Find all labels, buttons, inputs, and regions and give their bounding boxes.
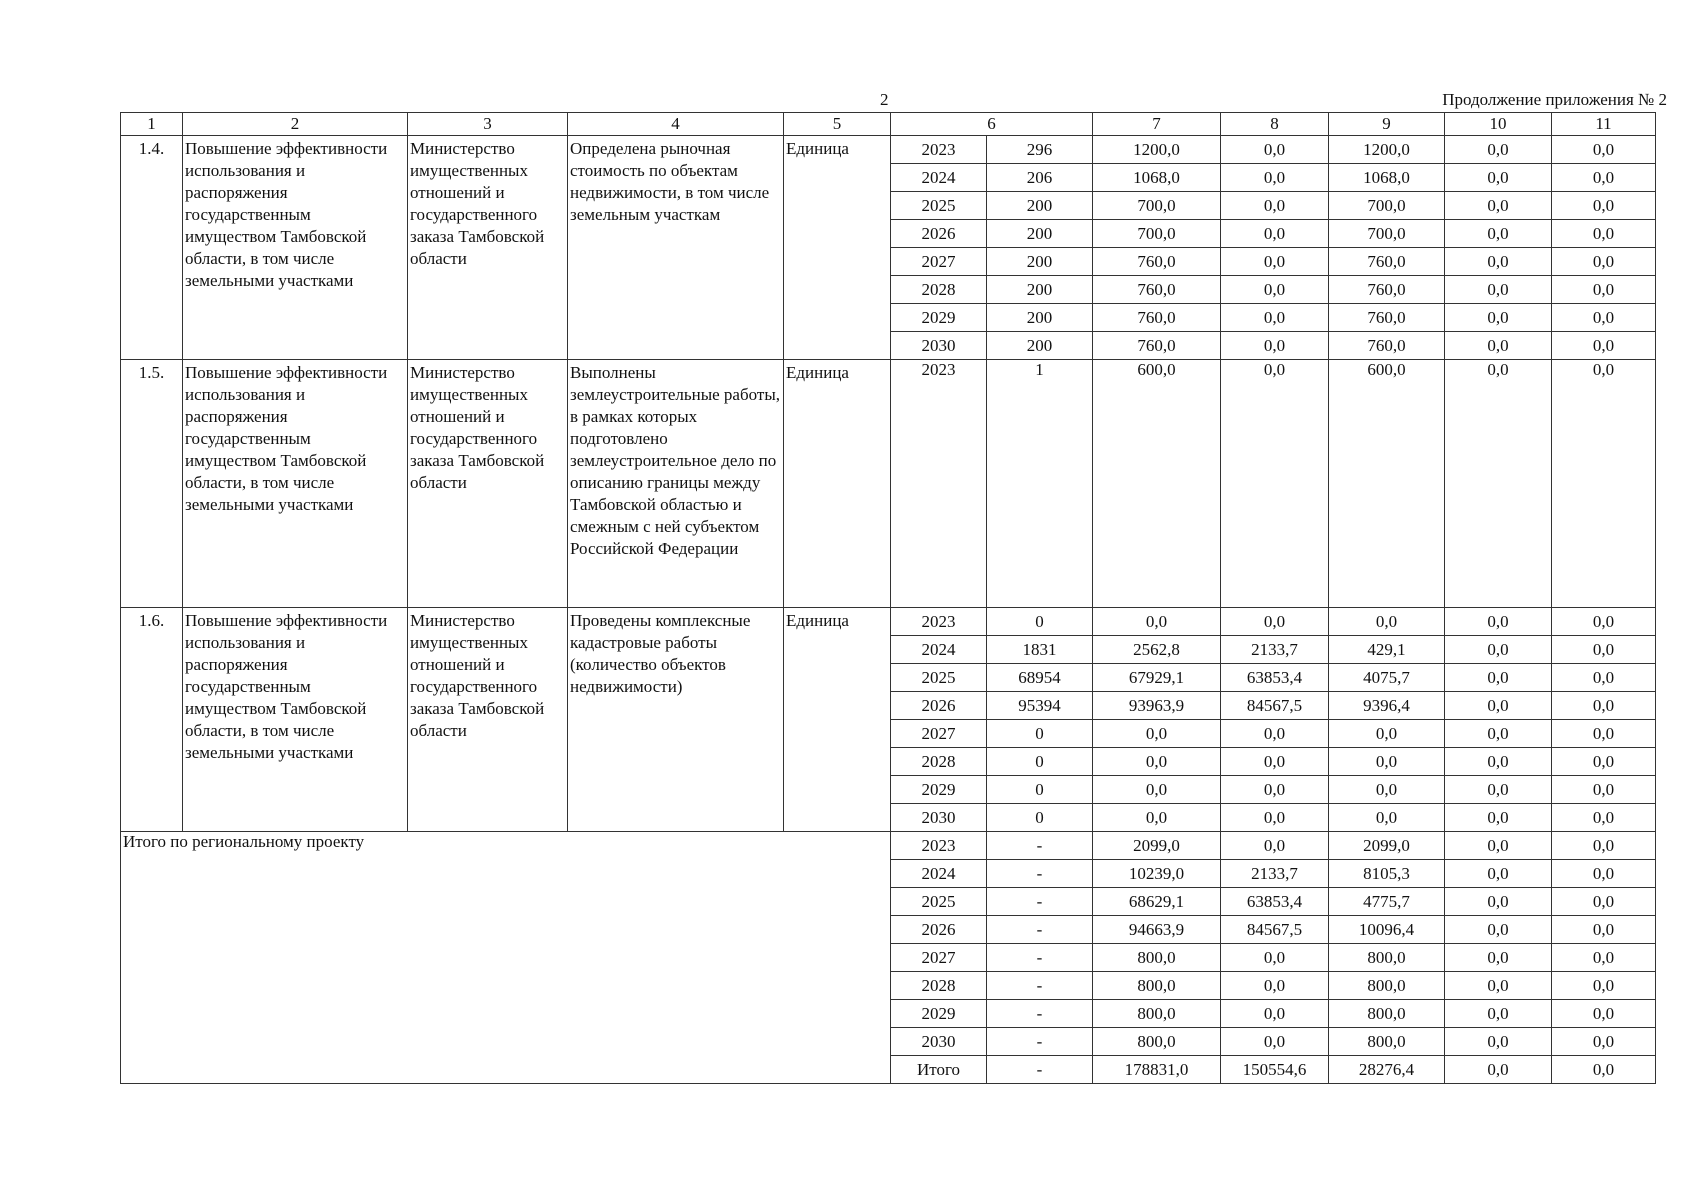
page-number: 2 <box>880 90 889 109</box>
other-sources-cell: 0,0 <box>1552 944 1656 972</box>
other-sources-cell: 0,0 <box>1552 220 1656 248</box>
regional-budget-cell: 4075,7 <box>1329 664 1445 692</box>
other-sources-cell: 0,0 <box>1552 720 1656 748</box>
federal-budget-cell: 0,0 <box>1221 748 1329 776</box>
local-budget-cell: 0,0 <box>1445 192 1552 220</box>
local-budget-cell: 0,0 <box>1445 748 1552 776</box>
regional-budget-cell: 0,0 <box>1329 804 1445 832</box>
federal-budget-cell: 63853,4 <box>1221 888 1329 916</box>
regional-budget-cell: 1068,0 <box>1329 164 1445 192</box>
col-header-4: 4 <box>568 113 784 136</box>
local-budget-cell: 0,0 <box>1445 164 1552 192</box>
federal-budget-cell: 0,0 <box>1221 276 1329 304</box>
year-cell: 2030 <box>891 332 987 360</box>
regional-budget-cell: 0,0 <box>1329 748 1445 776</box>
local-budget-cell: 0,0 <box>1445 916 1552 944</box>
federal-budget-cell: 0,0 <box>1221 332 1329 360</box>
federal-budget-cell: 0,0 <box>1221 944 1329 972</box>
other-sources-cell: 0,0 <box>1552 692 1656 720</box>
total-funding-cell: 2099,0 <box>1093 832 1221 860</box>
column-header-row <box>121 113 1656 136</box>
indicator-value-cell: - <box>987 888 1093 916</box>
year-cell: 2025 <box>891 664 987 692</box>
regional-budget-cell: 9396,4 <box>1329 692 1445 720</box>
total-funding-cell: 800,0 <box>1093 1028 1221 1056</box>
total-funding-cell: 0,0 <box>1093 608 1221 636</box>
federal-budget-cell: 0,0 <box>1221 304 1329 332</box>
other-sources-cell: 0,0 <box>1552 664 1656 692</box>
year-cell: 2029 <box>891 1000 987 1028</box>
indicator-value-cell: - <box>987 1056 1093 1084</box>
total-funding-cell: 700,0 <box>1093 192 1221 220</box>
total-funding-cell: 600,0 <box>1093 360 1221 608</box>
local-budget-cell: 0,0 <box>1445 776 1552 804</box>
indicator-value-cell: 95394 <box>987 692 1093 720</box>
year-cell: 2027 <box>891 944 987 972</box>
regional-budget-cell: 2099,0 <box>1329 832 1445 860</box>
indicator-value-cell: 1 <box>987 360 1093 608</box>
other-sources-cell: 0,0 <box>1552 748 1656 776</box>
federal-budget-cell: 0,0 <box>1221 804 1329 832</box>
other-sources-cell: 0,0 <box>1552 636 1656 664</box>
local-budget-cell: 0,0 <box>1445 608 1552 636</box>
regional-budget-cell: 0,0 <box>1329 776 1445 804</box>
year-cell: 2025 <box>891 888 987 916</box>
table-row <box>121 360 1656 608</box>
indicator-value-cell: - <box>987 944 1093 972</box>
regional-budget-cell: 10096,4 <box>1329 916 1445 944</box>
event-name: Повышение эффективности использования и распоряжения государственным имуществом Тамбовской области, в том числе земельными участками <box>183 136 408 360</box>
local-budget-cell: 0,0 <box>1445 804 1552 832</box>
local-budget-cell: 0,0 <box>1445 860 1552 888</box>
year-cell: 2028 <box>891 748 987 776</box>
local-budget-cell: 0,0 <box>1445 692 1552 720</box>
col-header-11: 11 <box>1552 113 1656 136</box>
local-budget-cell: 0,0 <box>1445 636 1552 664</box>
indicator-value-cell: 0 <box>987 748 1093 776</box>
total-funding-cell: 800,0 <box>1093 1000 1221 1028</box>
other-sources-cell: 0,0 <box>1552 360 1656 608</box>
row-index: 1.4. <box>121 136 183 360</box>
total-funding-cell: 0,0 <box>1093 776 1221 804</box>
other-sources-cell: 0,0 <box>1552 276 1656 304</box>
federal-budget-cell: 84567,5 <box>1221 916 1329 944</box>
other-sources-cell: 0,0 <box>1552 832 1656 860</box>
col-header-1: 1 <box>121 113 183 136</box>
federal-budget-cell: 0,0 <box>1221 248 1329 276</box>
federal-budget-cell: 0,0 <box>1221 220 1329 248</box>
col-header-8: 8 <box>1221 113 1329 136</box>
year-cell: 2030 <box>891 1028 987 1056</box>
regional-budget-cell: 800,0 <box>1329 972 1445 1000</box>
year-cell: 2027 <box>891 720 987 748</box>
local-budget-cell: 0,0 <box>1445 332 1552 360</box>
year-cell: 2023 <box>891 832 987 860</box>
indicator-value-cell: - <box>987 860 1093 888</box>
other-sources-cell: 0,0 <box>1552 332 1656 360</box>
col-header-7: 7 <box>1093 113 1221 136</box>
year-cell: 2027 <box>891 248 987 276</box>
local-budget-cell: 0,0 <box>1445 832 1552 860</box>
federal-budget-cell: 150554,6 <box>1221 1056 1329 1084</box>
local-budget-cell: 0,0 <box>1445 944 1552 972</box>
local-budget-cell: 0,0 <box>1445 720 1552 748</box>
col-header-2: 2 <box>183 113 408 136</box>
regional-budget-cell: 4775,7 <box>1329 888 1445 916</box>
year-cell: Итого <box>891 1056 987 1084</box>
other-sources-cell: 0,0 <box>1552 248 1656 276</box>
indicator-value-cell: 296 <box>987 136 1093 164</box>
regional-budget-cell: 8105,3 <box>1329 860 1445 888</box>
year-cell: 2023 <box>891 360 987 608</box>
regional-budget-cell: 700,0 <box>1329 192 1445 220</box>
continuation-note: Продолжение приложения № 2 <box>1442 90 1667 109</box>
col-header-10: 10 <box>1445 113 1552 136</box>
year-cell: 2024 <box>891 164 987 192</box>
indicator-value-cell: 0 <box>987 608 1093 636</box>
regional-budget-cell: 0,0 <box>1329 720 1445 748</box>
federal-budget-cell: 2133,7 <box>1221 636 1329 664</box>
row-index: 1.5. <box>121 360 183 608</box>
federal-budget-cell: 0,0 <box>1221 832 1329 860</box>
total-label: Итого по региональному проекту <box>121 832 891 1084</box>
local-budget-cell: 0,0 <box>1445 360 1552 608</box>
total-funding-cell: 67929,1 <box>1093 664 1221 692</box>
total-funding-cell: 760,0 <box>1093 276 1221 304</box>
other-sources-cell: 0,0 <box>1552 1028 1656 1056</box>
year-cell: 2023 <box>891 608 987 636</box>
regional-budget-cell: 760,0 <box>1329 304 1445 332</box>
other-sources-cell: 0,0 <box>1552 164 1656 192</box>
federal-budget-cell: 0,0 <box>1221 972 1329 1000</box>
indicator-value-cell: 0 <box>987 804 1093 832</box>
other-sources-cell: 0,0 <box>1552 608 1656 636</box>
total-funding-cell: 93963,9 <box>1093 692 1221 720</box>
other-sources-cell: 0,0 <box>1552 972 1656 1000</box>
regional-budget-cell: 700,0 <box>1329 220 1445 248</box>
total-funding-cell: 1200,0 <box>1093 136 1221 164</box>
total-funding-cell: 0,0 <box>1093 748 1221 776</box>
federal-budget-cell: 0,0 <box>1221 360 1329 608</box>
table-row <box>121 136 1656 164</box>
col-header-5: 5 <box>784 113 891 136</box>
regional-budget-cell: 800,0 <box>1329 944 1445 972</box>
indicator-value-cell: - <box>987 832 1093 860</box>
indicator-value-cell: 200 <box>987 332 1093 360</box>
indicator-value-cell: - <box>987 972 1093 1000</box>
total-funding-cell: 760,0 <box>1093 248 1221 276</box>
federal-budget-cell: 0,0 <box>1221 136 1329 164</box>
budget-table <box>120 112 1656 1084</box>
local-budget-cell: 0,0 <box>1445 136 1552 164</box>
year-cell: 2026 <box>891 692 987 720</box>
year-cell: 2025 <box>891 192 987 220</box>
other-sources-cell: 0,0 <box>1552 860 1656 888</box>
total-funding-cell: 0,0 <box>1093 804 1221 832</box>
indicator-value-cell: 206 <box>987 164 1093 192</box>
other-sources-cell: 0,0 <box>1552 136 1656 164</box>
indicator-value-cell: 200 <box>987 192 1093 220</box>
local-budget-cell: 0,0 <box>1445 276 1552 304</box>
indicator-value-cell: 0 <box>987 776 1093 804</box>
total-funding-cell: 700,0 <box>1093 220 1221 248</box>
regional-budget-cell: 760,0 <box>1329 332 1445 360</box>
other-sources-cell: 0,0 <box>1552 804 1656 832</box>
total-funding-cell: 800,0 <box>1093 944 1221 972</box>
other-sources-cell: 0,0 <box>1552 1056 1656 1084</box>
total-funding-cell: 10239,0 <box>1093 860 1221 888</box>
total-funding-cell: 760,0 <box>1093 332 1221 360</box>
unit-of-measure: Единица <box>784 360 891 608</box>
total-funding-cell: 68629,1 <box>1093 888 1221 916</box>
local-budget-cell: 0,0 <box>1445 664 1552 692</box>
result-description: Определена рыночная стоимость по объектам недвижимости, в том числе земельным участкам <box>568 136 784 360</box>
year-cell: 2029 <box>891 304 987 332</box>
year-cell: 2026 <box>891 220 987 248</box>
local-budget-cell: 0,0 <box>1445 220 1552 248</box>
indicator-value-cell: 200 <box>987 220 1093 248</box>
federal-budget-cell: 0,0 <box>1221 1028 1329 1056</box>
local-budget-cell: 0,0 <box>1445 1028 1552 1056</box>
indicator-value-cell: 200 <box>987 276 1093 304</box>
unit-of-measure: Единица <box>784 136 891 360</box>
local-budget-cell: 0,0 <box>1445 304 1552 332</box>
total-funding-cell: 94663,9 <box>1093 916 1221 944</box>
local-budget-cell: 0,0 <box>1445 1056 1552 1084</box>
indicator-value-cell: - <box>987 1028 1093 1056</box>
indicator-value-cell: - <box>987 1000 1093 1028</box>
other-sources-cell: 0,0 <box>1552 192 1656 220</box>
federal-budget-cell: 84567,5 <box>1221 692 1329 720</box>
total-funding-cell: 1068,0 <box>1093 164 1221 192</box>
indicator-value-cell: 200 <box>987 248 1093 276</box>
local-budget-cell: 0,0 <box>1445 972 1552 1000</box>
regional-budget-cell: 800,0 <box>1329 1000 1445 1028</box>
federal-budget-cell: 0,0 <box>1221 720 1329 748</box>
total-funding-cell: 0,0 <box>1093 720 1221 748</box>
year-cell: 2024 <box>891 860 987 888</box>
total-row <box>121 832 1656 860</box>
federal-budget-cell: 63853,4 <box>1221 664 1329 692</box>
federal-budget-cell: 0,0 <box>1221 776 1329 804</box>
total-funding-cell: 800,0 <box>1093 972 1221 1000</box>
regional-budget-cell: 760,0 <box>1329 276 1445 304</box>
federal-budget-cell: 0,0 <box>1221 164 1329 192</box>
other-sources-cell: 0,0 <box>1552 888 1656 916</box>
col-header-9: 9 <box>1329 113 1445 136</box>
event-name: Повышение эффективности использования и распоряжения государственным имуществом Тамбовской области, в том числе земельными участками <box>183 608 408 832</box>
responsible-executor: Министерство имущественных отношений и государственного заказа Тамбовской области <box>408 136 568 360</box>
federal-budget-cell: 0,0 <box>1221 1000 1329 1028</box>
year-cell: 2024 <box>891 636 987 664</box>
responsible-executor: Министерство имущественных отношений и государственного заказа Тамбовской области <box>408 360 568 608</box>
regional-budget-cell: 600,0 <box>1329 360 1445 608</box>
regional-budget-cell: 28276,4 <box>1329 1056 1445 1084</box>
federal-budget-cell: 2133,7 <box>1221 860 1329 888</box>
indicator-value-cell: - <box>987 916 1093 944</box>
federal-budget-cell: 0,0 <box>1221 192 1329 220</box>
other-sources-cell: 0,0 <box>1552 776 1656 804</box>
other-sources-cell: 0,0 <box>1552 916 1656 944</box>
total-funding-cell: 760,0 <box>1093 304 1221 332</box>
col-header-6: 6 <box>891 113 1093 136</box>
result-description: Проведены комплексные кадастровые работы (количество объектов недвижимости) <box>568 608 784 832</box>
total-funding-cell: 178831,0 <box>1093 1056 1221 1084</box>
local-budget-cell: 0,0 <box>1445 248 1552 276</box>
year-cell: 2029 <box>891 776 987 804</box>
responsible-executor: Министерство имущественных отношений и государственного заказа Тамбовской области <box>408 608 568 832</box>
regional-budget-cell: 760,0 <box>1329 248 1445 276</box>
row-index: 1.6. <box>121 608 183 832</box>
unit-of-measure: Единица <box>784 608 891 832</box>
regional-budget-cell: 0,0 <box>1329 608 1445 636</box>
other-sources-cell: 0,0 <box>1552 304 1656 332</box>
col-header-3: 3 <box>408 113 568 136</box>
total-funding-cell: 2562,8 <box>1093 636 1221 664</box>
table-row <box>121 608 1656 636</box>
year-cell: 2026 <box>891 916 987 944</box>
other-sources-cell: 0,0 <box>1552 1000 1656 1028</box>
regional-budget-cell: 429,1 <box>1329 636 1445 664</box>
year-cell: 2028 <box>891 972 987 1000</box>
result-description: Выполнены землеустроительные работы, в рамках которых подготовлено землеустроительное дело по описанию границы между Тамбовской областью и смежным с ней субъектом Российской Федерации <box>568 360 784 608</box>
year-cell: 2023 <box>891 136 987 164</box>
indicator-value-cell: 1831 <box>987 636 1093 664</box>
year-cell: 2030 <box>891 804 987 832</box>
regional-budget-cell: 800,0 <box>1329 1028 1445 1056</box>
local-budget-cell: 0,0 <box>1445 1000 1552 1028</box>
indicator-value-cell: 200 <box>987 304 1093 332</box>
regional-budget-cell: 1200,0 <box>1329 136 1445 164</box>
federal-budget-cell: 0,0 <box>1221 608 1329 636</box>
year-cell: 2028 <box>891 276 987 304</box>
local-budget-cell: 0,0 <box>1445 888 1552 916</box>
indicator-value-cell: 68954 <box>987 664 1093 692</box>
indicator-value-cell: 0 <box>987 720 1093 748</box>
event-name: Повышение эффективности использования и распоряжения государственным имуществом Тамбовской области, в том числе земельными участками <box>183 360 408 608</box>
